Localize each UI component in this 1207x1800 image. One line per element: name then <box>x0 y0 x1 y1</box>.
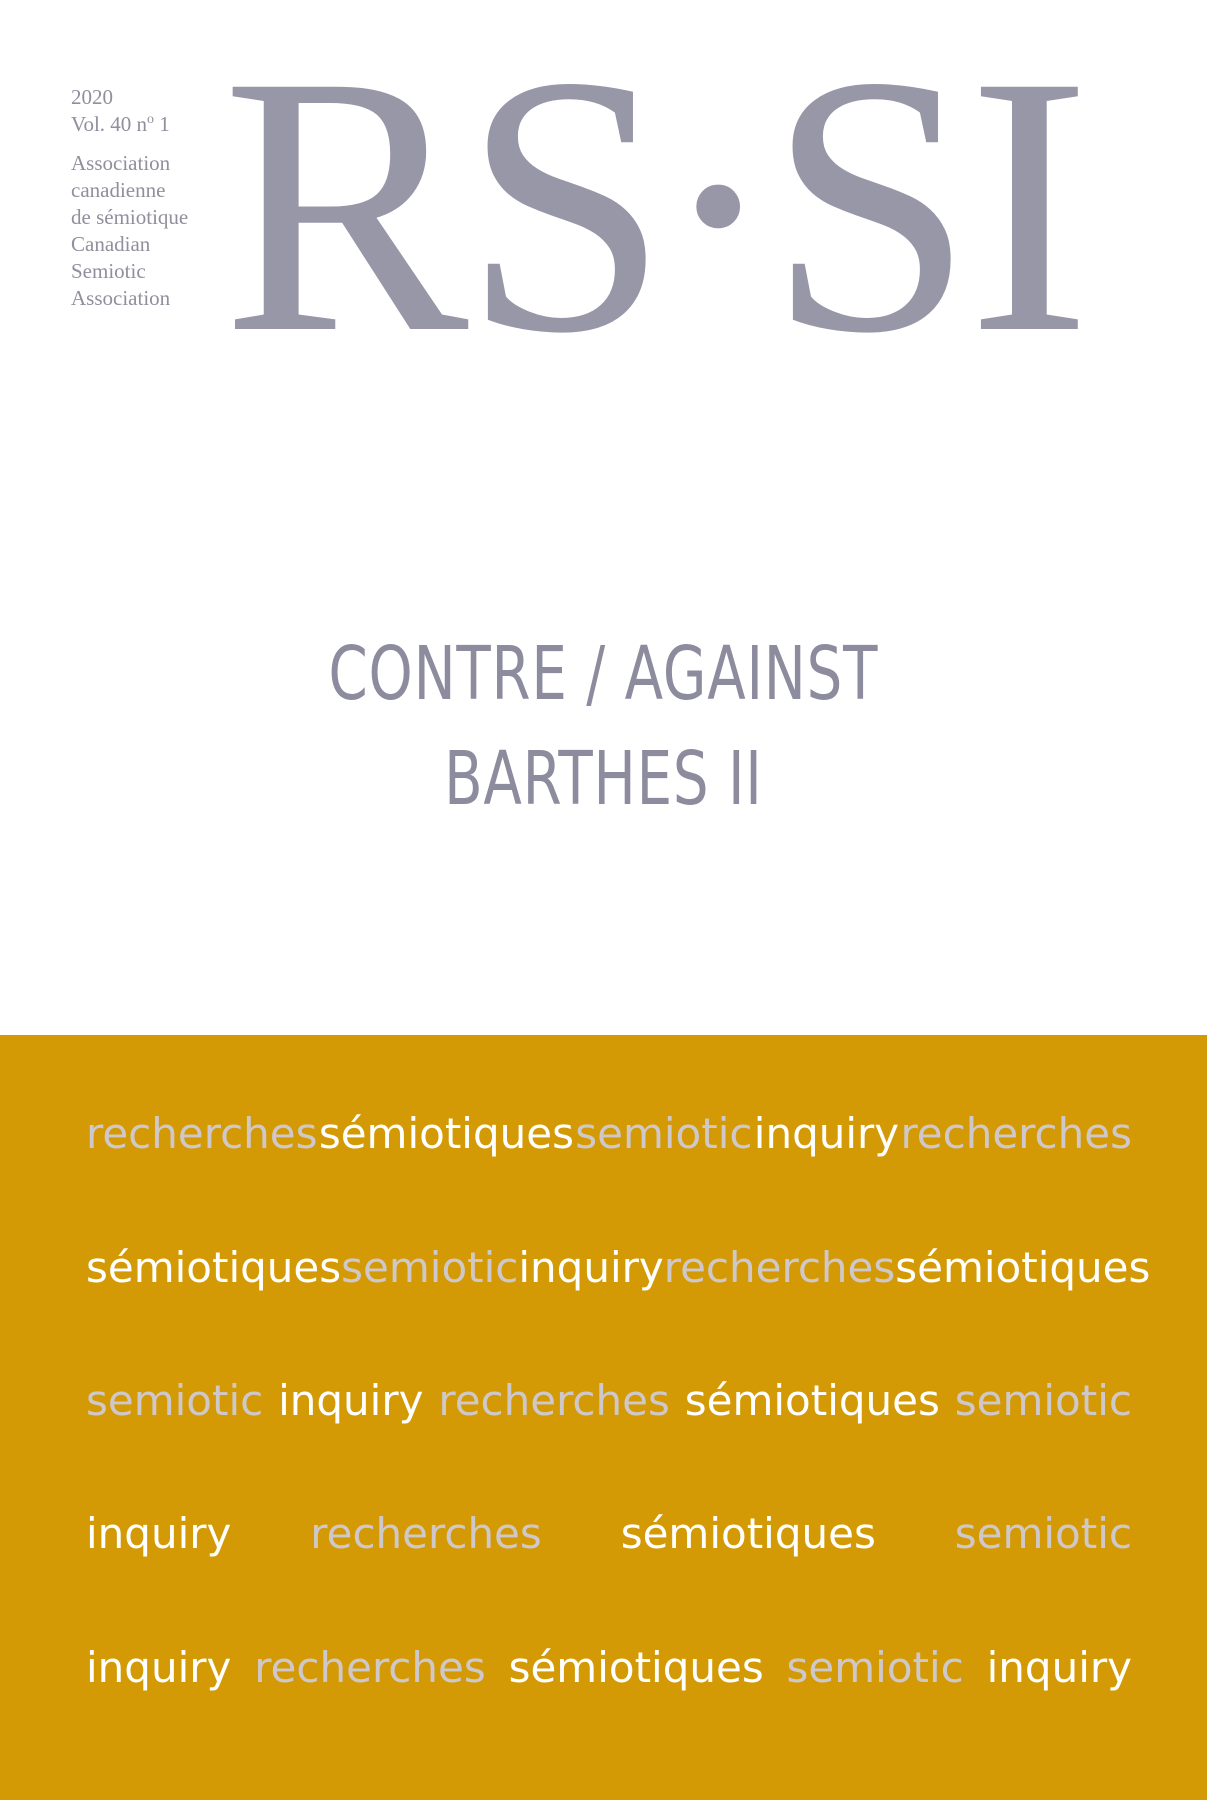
journal-masthead <box>222 0 1142 410</box>
issue-year: 2020 <box>71 85 113 109</box>
issue-title-line-1: CONTRE / AGAINST <box>328 631 879 717</box>
pattern-word: inquiry <box>986 1643 1132 1692</box>
pattern-word: sémiotiques <box>684 1376 940 1425</box>
association-line: Association <box>71 286 171 310</box>
pattern-word: sémiotiques <box>895 1243 1151 1292</box>
pattern-word: inquiry <box>278 1376 424 1425</box>
issue-block <box>71 84 231 138</box>
pattern-word: recherches <box>310 1509 542 1558</box>
masthead-rs: RS <box>222 0 663 410</box>
pattern-row <box>86 1509 1132 1559</box>
pattern-word: semiotic <box>954 1376 1132 1425</box>
association-line: de sémiotique <box>71 205 189 229</box>
pattern-word: inquiry <box>753 1109 900 1158</box>
issue-title-line-2: BARTHES II <box>444 736 763 822</box>
association-line: Association <box>71 151 171 175</box>
association-line: Semiotic <box>71 259 146 283</box>
pattern-word: sémiotiques <box>318 1109 574 1158</box>
volume-number-sign: o <box>147 112 155 127</box>
pattern-word: recherches <box>900 1109 1132 1158</box>
association-line: Canadian <box>71 232 151 256</box>
pattern-word: recherches <box>254 1643 486 1692</box>
masthead-dot: · <box>656 0 774 410</box>
pattern-word: recherches <box>438 1376 670 1425</box>
pattern-word: inquiry <box>518 1243 664 1292</box>
pattern-word: semiotic <box>86 1376 264 1425</box>
pattern-row <box>86 1243 1151 1293</box>
pattern-word: inquiry <box>86 1643 232 1692</box>
association-name <box>71 150 231 312</box>
pattern-word: semiotic <box>786 1643 964 1692</box>
issue-title <box>145 622 1062 832</box>
issue-volume <box>71 111 231 138</box>
pattern-row <box>86 1109 1132 1159</box>
pattern-word: sémiotiques <box>620 1509 876 1558</box>
pattern-word: recherches <box>86 1109 318 1158</box>
pattern-word: sémiotiques <box>86 1243 342 1292</box>
volume-text: Vol. 40 n <box>71 112 148 136</box>
pattern-word: sémiotiques <box>508 1643 764 1692</box>
pattern-word: semiotic <box>575 1109 753 1158</box>
pattern-word: semiotic <box>954 1509 1132 1558</box>
issue-info <box>71 84 231 312</box>
pattern-band <box>0 1035 1207 1800</box>
pattern-word: recherches <box>663 1243 896 1292</box>
masthead-si: SI <box>767 0 1085 410</box>
pattern-row <box>86 1643 1132 1693</box>
association-line: canadienne <box>71 178 166 202</box>
volume-issue-number: 1 <box>154 112 170 136</box>
pattern-row <box>86 1376 1132 1426</box>
pattern-word: inquiry <box>86 1509 232 1558</box>
pattern-word: semiotic <box>341 1243 519 1292</box>
